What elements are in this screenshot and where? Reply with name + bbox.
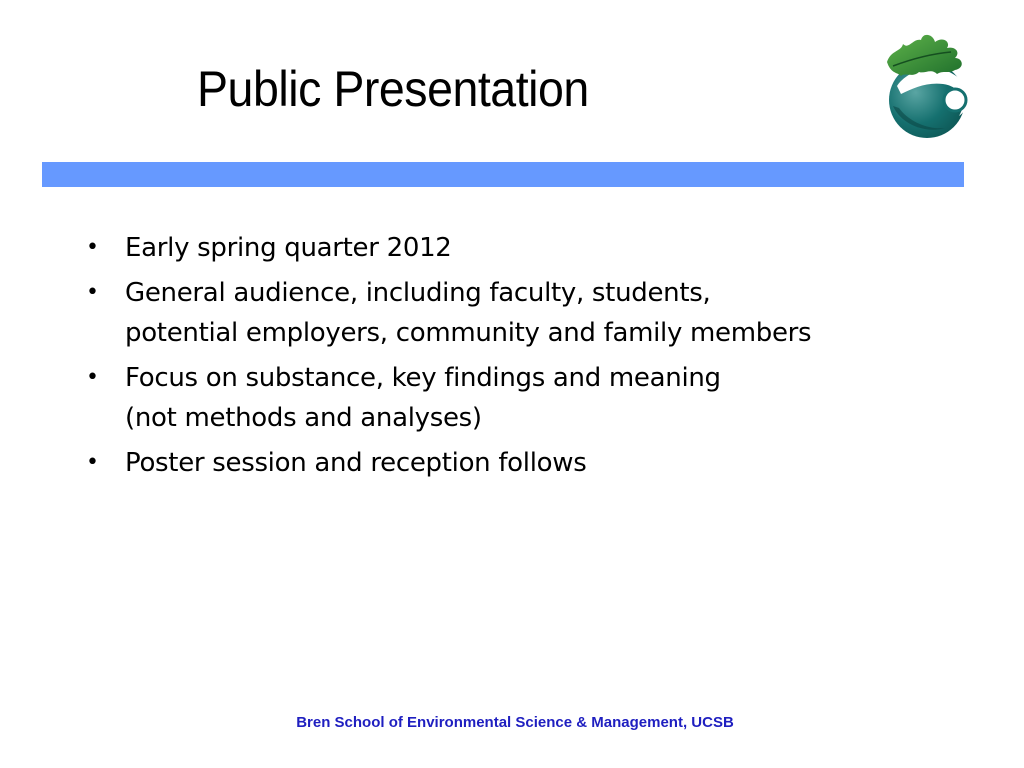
bullet-dot-icon: • — [86, 365, 99, 390]
bullet-dot-icon: • — [86, 235, 99, 260]
bullet-dot-icon: • — [86, 450, 99, 475]
bullet-item — [0, 228, 1024, 268]
bullet-item — [0, 273, 1024, 353]
bullet-item — [0, 358, 1024, 438]
bullet-text: Poster session and reception follows — [125, 448, 587, 478]
bullet-text: Early spring quarter 2012 — [125, 233, 452, 263]
footer-institution: Bren School of Environmental Science & Management, UCSB — [296, 714, 734, 731]
bullet-text: General audience, including faculty, students, potential employers, community and family members — [125, 278, 812, 348]
bullet-item — [0, 443, 1024, 483]
bren-school-logo-icon — [879, 28, 981, 140]
title-divider-bar — [42, 162, 964, 187]
slide-title: Public Presentation — [197, 61, 589, 117]
bullet-dot-icon: • — [86, 280, 99, 305]
bullet-text: Focus on substance, key findings and meaning (not methods and analyses) — [125, 363, 721, 433]
bullet-list — [0, 228, 1024, 488]
